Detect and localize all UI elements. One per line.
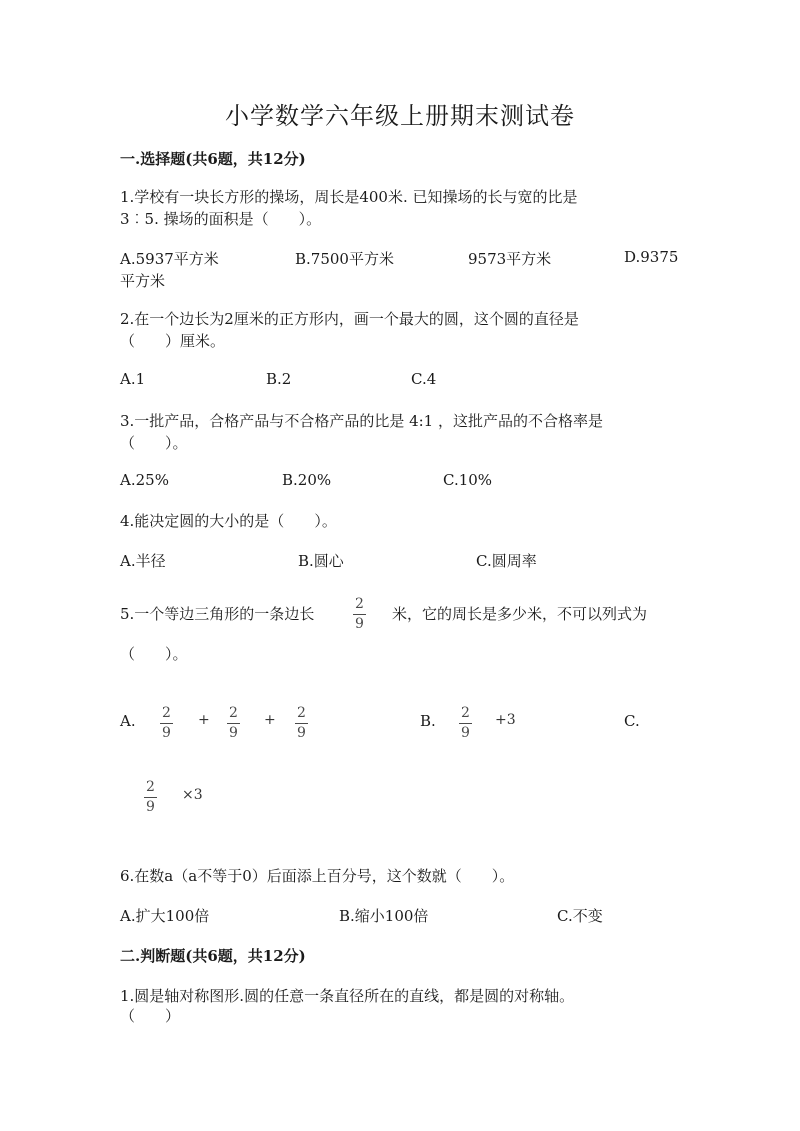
question-2-option-c: C.4 (411, 370, 437, 388)
option-a-fraction-1 (160, 706, 173, 741)
fraction-denominator: 9 (146, 799, 155, 815)
question-3-line-2: （ ）。 (120, 434, 188, 452)
question-5-line-1-start: 5.一个等边三角形的一条边长 (120, 605, 315, 623)
question-6-option-b: B.缩小100倍 (339, 907, 429, 925)
question-1-option-a: A.5937平方米 (120, 250, 219, 268)
judgement-1-line-1: 1.圆是轴对称图形.圆的任意一条直径所在的直线，都是圆的对称轴。 (120, 987, 575, 1005)
fraction-denominator: 9 (297, 725, 306, 741)
option-a-fraction-3 (295, 706, 308, 741)
question-2-option-a: A.1 (120, 370, 146, 388)
fraction-bar (160, 723, 173, 724)
question-1-line-2: 3︰5. 操场的面积是（ ）。 (120, 210, 322, 228)
question-1-option-d: D.9375 (624, 248, 679, 266)
fraction-bar (353, 614, 366, 615)
question-1-line-1: 1.学校有一块长方形的操场，周长是400米. 已知操场的长与宽的比是 (120, 188, 578, 206)
fraction-numerator: 2 (229, 705, 238, 721)
question-2-line-1: 2.在一个边长为2厘米的正方形内，画一个最大的圆，这个圆的直径是 (120, 310, 579, 328)
fraction-numerator: 2 (146, 779, 155, 795)
question-4-option-c: C.圆周率 (476, 552, 537, 570)
question-5-fraction (353, 597, 366, 632)
judgement-1-line-2: （ ） (120, 1007, 181, 1025)
question-3-option-c: C.10% (443, 471, 493, 489)
question-6-option-a: A.扩大100倍 (120, 907, 210, 925)
question-5-option-c-label: C. (624, 712, 640, 730)
question-3-option-b: B.20% (282, 471, 332, 489)
question-4-option-a: A.半径 (120, 552, 166, 570)
fraction-denominator: 9 (355, 616, 364, 632)
fraction-numerator: 2 (355, 596, 364, 612)
option-b-fraction (459, 706, 472, 741)
option-c-fraction (144, 780, 157, 815)
times-three: ×3 (182, 787, 203, 803)
fraction-bar (295, 723, 308, 724)
question-5-option-a-label: A. (120, 712, 136, 730)
fraction-bar (227, 723, 240, 724)
question-4-line-1: 4.能决定圆的大小的是（ ）。 (120, 512, 337, 530)
section-heading-choice: 一.选择题(共6题，共12分) (120, 150, 306, 168)
question-2-line-2: （ ）厘米。 (120, 332, 226, 350)
fraction-numerator: 2 (461, 705, 470, 721)
plus-sign-1: + (198, 712, 210, 728)
question-1-option-b: B.7500平方米 (295, 250, 394, 268)
fraction-numerator: 2 (297, 705, 306, 721)
plus-sign-2: + (264, 712, 276, 728)
fraction-denominator: 9 (461, 725, 470, 741)
fraction-bar (459, 723, 472, 724)
section-heading-judgement: 二.判断题(共6题，共12分) (120, 947, 306, 965)
plus-three: +3 (495, 712, 516, 728)
question-5-option-b-label: B. (420, 712, 436, 730)
fraction-denominator: 9 (162, 725, 171, 741)
page-title: 小学数学六年级上册期末测试卷 (225, 102, 575, 130)
option-a-fraction-2 (227, 706, 240, 741)
fraction-numerator: 2 (162, 705, 171, 721)
question-4-option-b: B.圆心 (298, 552, 344, 570)
question-3-option-a: A.25% (120, 471, 169, 489)
question-5-line-2: （ ）。 (120, 645, 188, 663)
question-1-option-c: 9573平方米 (468, 250, 552, 268)
fraction-bar (144, 797, 157, 798)
question-1-option-d-wrap: 平方米 (120, 272, 166, 290)
question-5-line-1-end: 米，它的周长是多少米，不可以列式为 (392, 605, 648, 623)
question-6-option-c: C.不变 (557, 907, 603, 925)
fraction-denominator: 9 (229, 725, 238, 741)
question-3-line-1: 3.一批产品，合格产品与不合格产品的比是 4:1 ，这批产品的不合格率是 (120, 412, 603, 430)
question-2-option-b: B.2 (266, 370, 292, 388)
question-6-line-1: 6.在数a（a不等于0）后面添上百分号，这个数就（ ）。 (120, 867, 515, 885)
